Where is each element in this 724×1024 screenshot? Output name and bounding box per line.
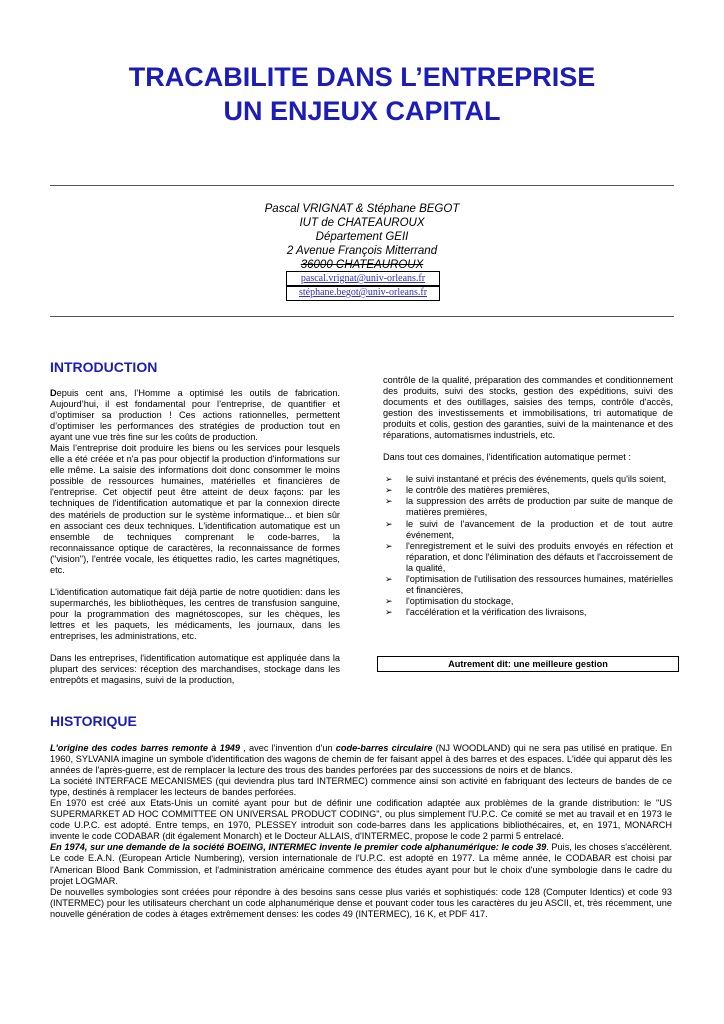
author-city: 36000 CHATEAUROUX [300,259,424,271]
author-department: Département GEII [315,231,409,243]
arrow-bullet-icon: ➢ [385,485,393,496]
arrow-bullet-icon: ➢ [385,573,393,584]
summary-box: Autrement dit: une meilleure gestion [377,656,679,672]
list-item: ➢ le suivi de l'avancement de la production et de tout autre événement, [385,518,673,540]
benefits-list [383,474,673,618]
intro-paragraph-2: Mais l’entreprise doit produire les biens ou les services pour lesquels elle a été créée et n'a pas pour objectif la production d'informations sur elle même. La saisie des informations doit donc consommer le moins possible de ressources humaines, matérielles et financières de l'entreprise. Cet objectif peut être atteint de deux façons: par les techniques de l'identification automatique et par la connexion directe des matériels de production sur le système informatique... et bien sûr en associant ces deux techniques. L'identification automatique est un ensemble de techniques comprenant le code-barres, la reconnaissance optique de caractères, la reconnaissance de formes ("vision"), l'entrée vocale, les étiquettes radio, les cartes magnétiques, etc. [50,443,340,575]
intro-paragraph-1-text: epuis cent ans, l’Homme a optimisé les outils de fabrication. Aujourd’hui, il est fondamental pour l’entreprise, de quantifier et d’optimiser sa production ! Ces actions rationnelles, permettent d’optimiser les performances des stratégies de production tout en ayant une vue très fine sur les coûts de production. [50,388,340,443]
list-item: ➢ l'enregistrement et le suivi des produits envoyés en réfection et réparation, et donc l'élimination des défauts et l'accroissement de la qualité, [385,540,673,573]
introduction-left-column [50,388,340,686]
bottom-divider [50,316,674,317]
arrow-bullet-icon: ➢ [385,496,393,507]
historique-paragraph-3: En 1970 est créé aux Etats-Unis un comité ayant pour but de définir une codification adaptée aux problèmes de la grande distribution: le "US SUPERMARKET AD HOC COMMITTEE ON UNIVERSAL PRODUCT CODING", ou plus simplement l'U.P.C. Ce comité se met au travail et en 1973 le code U.P.C. est adopté. Entre temps, en 1970, PLESSEY introduit son code-barres dans les applications bibliothécaires, et, en 1971, MONARCH invente le code CODABAR (dit également Monarch) et le Docteur ALLAIS, d'INTERMEC, propose le code 2 parmi 5 entrelacé. [50,798,672,842]
author-address: 2 Avenue François Mitterrand [286,245,438,257]
title-line-2: UN ENJEUX CAPITAL [223,96,501,126]
introduction-heading: INTRODUCTION [50,359,158,375]
intro-paragraph-4: Dans les entreprises, l'identification automatique est appliquée dans la plupart des services: réception des marchandises, stockage dans les entrepôts et magasins, suivi de la production, [50,653,340,686]
list-item: ➢ l'optimisation du stockage, [385,595,514,606]
arrow-bullet-icon: ➢ [385,595,393,606]
author-institution: IUT de CHATEAUROUX [299,217,425,229]
author-names: Pascal VRIGNAT & Stéphane BEGOT [264,203,460,215]
intro-right-paragraph-1: contrôle de la qualité, préparation des commandes et conditionnement des produits, suivi des stocks, gestion des expéditions, suivi des documents et des outillages, saisies des temps, contrôle d'accès, gestion des investissements et immobilisations, tri automatique de produits et colis, gestion des garanties, suivi de la maintenance et des réparations, automatismes industriels, etc. [383,375,673,441]
historique-paragraph-2: La société INTERFACE MECANISMES (qui deviendra plus tard INTERMEC) commence ainsi son activité en fabriquant des lecteurs de bandes de ce type, destinés à remplacer les lecteurs de bandes perforées. [50,776,672,798]
arrow-bullet-icon: ➢ [385,474,393,485]
historique-body [50,743,672,920]
title-line-1: TRACABILITE DANS L’ENTREPRISE [128,62,596,92]
list-item: ➢ le suivi instantané et précis des événements, quels qu'ils soient, [385,474,667,485]
drop-cap: D [50,388,57,398]
top-divider [50,185,674,186]
list-item: ➢ la suppression des arrêts de production par suite de manque de matières premières, [385,496,673,518]
intro-paragraph-3: L'identification automatique fait déjà partie de notre quotidien: dans les supermarchés, les bibliothèques, les centres de transfusion sanguine, pour la programmation des magnétoscopes, sur les chèques, les lettres et les paquets, les médicaments, les journaux, dans les entreprises, les administrations, etc. [50,586,340,641]
list-item: ➢ l'optimisation de l'utilisation des ressources humaines, matérielles et financières, [385,573,674,595]
arrow-bullet-icon: ➢ [385,540,393,551]
list-item: ➢ l'accélération et la vérification des livraisons, [385,606,587,617]
intro-right-paragraph-2: Dans tout ces domaines, l'identification automatique permet : [383,452,631,463]
historique-heading: HISTORIQUE [50,713,137,729]
email-link-vrignat[interactable]: pascal.vrignat@univ-orleans.fr [286,271,440,287]
introduction-right-column [383,375,673,618]
arrow-bullet-icon: ➢ [385,606,393,617]
intro-paragraph-1 [50,388,340,443]
historique-paragraph-4: En 1974, sur une demande de la société BOEING, INTERMEC invente le premier code alphanumérique: le code 39. Puis, les choses s'accélèrent. Le code E.A.N. (European Article Numbering), version internationale de l'U.P.C. est adopté en 1977. La même année, le CODABAR est choisi par l'American Blood Bank Commission, et l'administration américaine commence des études ayant pour but le choix d'une symbologie dans le cadre du projet LOGMAR. [50,842,672,886]
historique-paragraph-1: L'origine des codes barres remonte à 1949 , avec l'invention d'un code-barres circulaire (NJ WOODLAND) qui ne sera pas utilisé en pratique. En 1960, SYLVANIA imagine un symbole d'identification des wagons de chemin de fer faisant appel à des barres et des espaces. L'idée qui apparut dès les années de l'après-guerre, est de remplacer la lecture des trous des bandes perforées par des successions de noirs et de blancs. [50,743,672,776]
list-item: ➢ le contrôle des matières premières, [385,485,550,496]
email-link-begot[interactable]: stéphane.begot@univ-orleans.fr [286,285,440,301]
arrow-bullet-icon: ➢ [385,518,393,529]
historique-paragraph-5: De nouvelles symbologies sont créées pour répondre à des besoins sans cesse plus variés et sophistiqués: code 128 (Computer Identics) et code 93 (INTERMEC) pour les utilisateurs cherchant un code alphanumérique dense et pouvant coder tous les caractères du jeu ASCII, et, très récemment, une nouvelle génération de codes à étages extrêmement denses: les codes 49 (INTERMEC), 16 K, et PDF 417. [50,886,672,919]
